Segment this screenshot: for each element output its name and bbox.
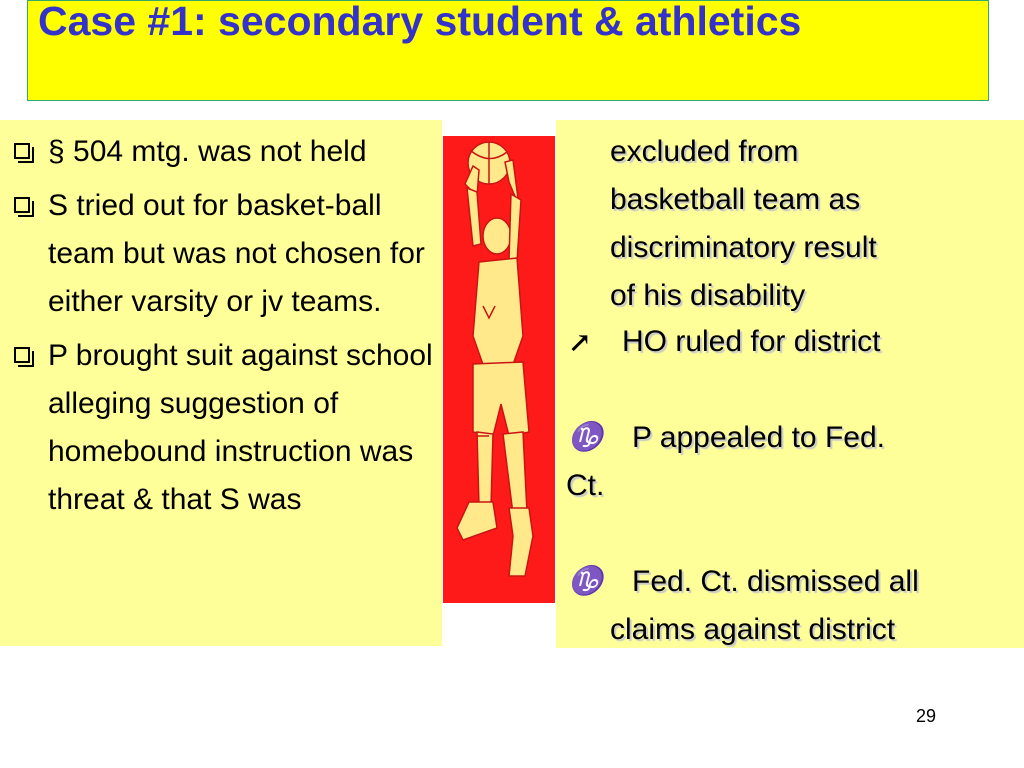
checkbox-square-icon — [14, 347, 30, 363]
capricorn-bullet-icon: ♑ — [568, 420, 603, 453]
bullet-text: P brought suit against school alleging suggestion of homebound instruction was threat & that S was — [48, 339, 433, 516]
right-text-line: excluded from — [610, 135, 799, 168]
slide-title: Case #1: secondary student & athletics — [38, 0, 802, 44]
left-bullet-list — [10, 128, 440, 530]
appeal-text-cont: Ct. — [566, 469, 605, 502]
right-text-line: of his disability — [610, 279, 806, 312]
list-item — [10, 182, 440, 326]
right-text-line: basketball team as — [610, 183, 861, 216]
capricorn-bullet-icon: ♑ — [568, 564, 603, 597]
right-text-line: discriminatory result — [610, 231, 877, 264]
basketball-player-illustration — [443, 136, 555, 603]
bullet-text: § 504 mtg. was not held — [48, 135, 367, 168]
page-number: 29 — [915, 706, 936, 726]
bullet-text: S tried out for basket-ball team but was not chosen for either varsity or jv teams. — [48, 189, 425, 318]
title-banner — [27, 0, 989, 101]
up-right-arrow-icon: ↗ — [568, 326, 592, 359]
dismissal-text-cont: claims against district — [610, 613, 896, 646]
list-item — [10, 332, 440, 524]
basketball-player-icon — [443, 136, 555, 603]
checkbox-square-icon — [14, 143, 30, 159]
appeal-text: P appealed to Fed. — [632, 421, 885, 454]
checkbox-square-icon — [14, 197, 30, 213]
ruling-text: HO ruled for district — [622, 325, 881, 358]
dismissal-text: Fed. Ct. dismissed all — [632, 565, 919, 598]
list-item — [10, 128, 440, 176]
